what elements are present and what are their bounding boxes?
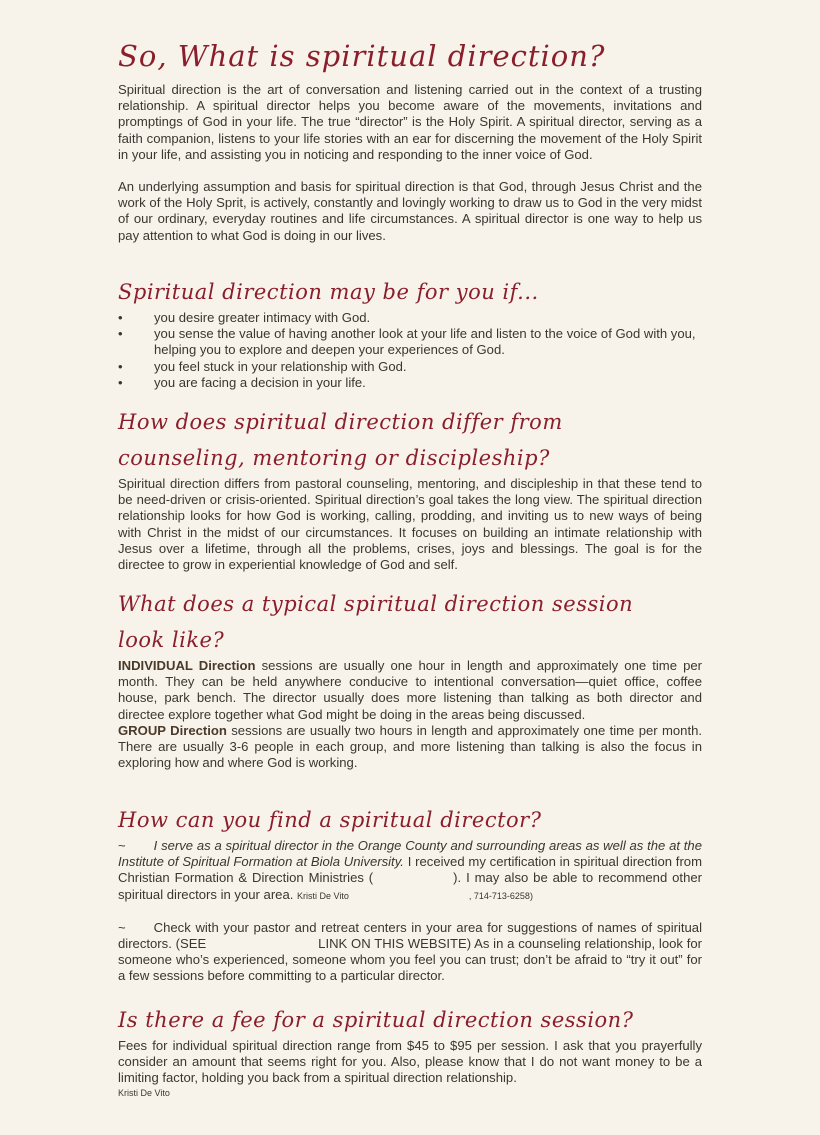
director-phone: , 714-713-6258) [468, 890, 533, 901]
differ-paragraph: Spiritual direction differs from pastoral counseling, mentoring, and discipleship in that these tend to be need-driven or crisis-oriented. Spiritual direction’s goal takes the long view. The spiritual direction relationship looks for how God is working, calling, prodding, and inviting us to new ways of being with Christ in the midst of our circumstances. It focuses on building an intimate relationship with Jesus over a lifetime, through all the problems, crises, joys and blessings. The goal is for the directee to grow in experiential knowledge of God and self. [118, 476, 702, 573]
session-heading-line-2: look like? [118, 628, 225, 652]
find-heading: How can you find a spiritual director? [118, 808, 542, 832]
intro-paragraph-1: Spiritual direction is the art of conversation and listening carried out in the context of a trusting relationship. A spiritual director helps you become aware of the movements, invitations and promptings of God in your life. The true “director” is the Holy Spirit. A spiritual director, serving as a faith companion, listens to your life stories with an ear for discerning the movement of the Holy Spirit in your life, and assisting you in noticing and responding to the inner voice of God. [118, 82, 702, 162]
group-label: GROUP Direction [118, 722, 227, 738]
differ-heading-line-1: How does spiritual direction differ from [118, 410, 563, 434]
bullet-icon: • [118, 374, 123, 390]
session-section [118, 586, 702, 771]
for-you-section [118, 274, 702, 391]
list-item: • you desire greater intimacy with God. [118, 310, 371, 325]
bullet-icon: • [118, 358, 123, 374]
differ-section [118, 404, 702, 573]
bullet-icon: • [118, 310, 123, 325]
list-item: • you feel stuck in your relationship with God. [118, 358, 407, 374]
intro-paragraph-2: An underlying assumption and basis for spiritual direction is that God, through Jesus Christ and the work of the Holy Sprit, is actively, constantly and lovingly working to draw us to God in the very midst of our ordinary, everyday routines and life circumstances. A spiritual director is one way to help us pay attention to what God is doing in our lives. [118, 179, 702, 243]
find-section [118, 802, 702, 985]
differ-heading-line-2: counseling, mentoring or discipleship? [118, 446, 550, 470]
fee-paragraph: Fees for individual spiritual direction range from $45 to $95 per session. I ask that you prayerfully consider an amount that seems right for you. Also, please know that I do not want money to be a limiting factor, holding you back from a spiritual direction relationship. [118, 1038, 702, 1086]
for-you-heading: Spiritual direction may be for you if... [118, 280, 539, 304]
director-name: Kristi De Vito [297, 890, 349, 901]
fee-heading: Is there a fee for a spiritual direction session? [118, 1008, 634, 1032]
list-item: • you are facing a decision in your life. [118, 374, 366, 390]
page-title: So, What is spiritual direction? [118, 39, 606, 73]
bullet-icon: • [118, 326, 123, 342]
tilde-icon: ~ [118, 838, 126, 853]
individual-label: INDIVIDUAL Direction [118, 658, 256, 673]
individual-paragraph: INDIVIDUAL Direction sessions are usually one hour in length and approximately one time per month. They can be held anywhere conducive to intentional conversation—quiet office, coffee house, park bench. The director usually does more listening than talking as both director and directee explore together what God might be doing in the areas being discussed. [118, 658, 702, 722]
find-paragraph-1: ~ I serve as a spiritual director in the Orange County and surrounding areas as well as the at the Institute of Spiritual Formation at Biola University. I received my certification in spiritual direction from Christian Formation & Direction Ministries ( ). I may also be able to recommend other spiritual directors in your area. Kristi De Vito , 714-713-6258) [118, 838, 702, 902]
find-paragraph-2: ~ Check with your pastor and retreat centers in your area for suggestions of names of spiritual directors. (SEE LINK ON THIS WEBSITE) As in a counseling relationship, look for someone who’s experienced, someone whom you feel you can trust; don’t be afraid to “try it out” for a few sessions before committing to a particular director. [118, 919, 702, 984]
session-heading-line-1: What does a typical spiritual direction session [118, 592, 634, 616]
fee-section [118, 1002, 702, 1099]
signature: Kristi De Vito [118, 1087, 170, 1098]
intro-section [118, 38, 702, 244]
list-item: • you sense the value of having another look at your life and listen to the voice of God with you, helping you to explore and deepen your experiences of God. [118, 326, 696, 358]
group-paragraph: GROUP Direction sessions are usually two hours in length and approximately one time per month. There are usually 3-6 people in each group, and more listening than talking is also the focus in exploring how and where God is working. [118, 722, 702, 771]
for-you-list [118, 310, 702, 391]
tilde-icon: ~ [118, 919, 126, 935]
